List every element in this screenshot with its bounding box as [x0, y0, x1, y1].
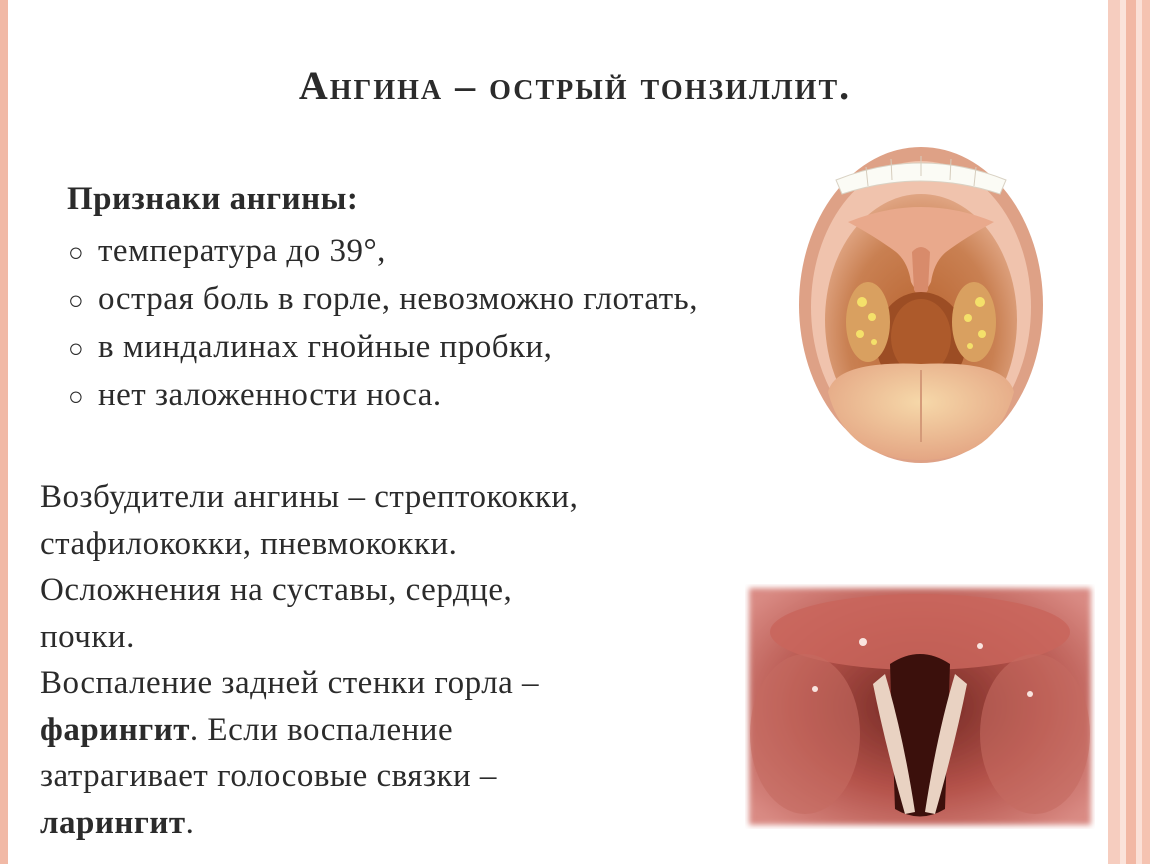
- sign-text: острая боль в горле, невозможно глотать,: [98, 281, 698, 317]
- list-item: [68, 276, 748, 324]
- sign-text: в миндалинах гнойные пробки,: [98, 329, 553, 365]
- body-line: Осложнения на суставы, сердце,: [40, 572, 513, 608]
- list-item: [68, 372, 748, 420]
- body-line: [40, 800, 760, 847]
- list-item: [68, 228, 748, 276]
- body-line: Воспаление задней стенки горла –: [40, 665, 540, 701]
- sign-text: нет заложенности носа.: [98, 377, 442, 413]
- body-line: почки.: [40, 618, 135, 655]
- body-line: затрагивает голосовые связки –: [40, 758, 497, 794]
- signs-list: [68, 228, 748, 420]
- bullet-icon: ○: [68, 334, 85, 363]
- decorative-stripes: [1100, 0, 1150, 864]
- body-line: стафилококки, пневмококки.: [40, 525, 458, 562]
- laryngitis-term: ларингит: [40, 804, 186, 841]
- body-line: [40, 707, 760, 754]
- body-line: Возбудители ангины – стрептококки,: [40, 479, 579, 515]
- body-fragment: . Если воспаление: [189, 711, 454, 748]
- slide-title: Ангина – острый тонзиллит.: [298, 63, 852, 108]
- pharyngitis-term: фарингит: [40, 711, 190, 748]
- bullet-icon: ○: [68, 382, 85, 411]
- sign-text: температура до 39°,: [98, 233, 386, 269]
- list-item: [68, 324, 748, 372]
- bullet-icon: ○: [68, 238, 85, 267]
- tonsillitis-illustration: [796, 142, 1046, 464]
- signs-heading: Признаки ангины:: [67, 181, 359, 217]
- body-fragment: .: [185, 804, 195, 841]
- bullet-icon: ○: [68, 286, 85, 315]
- body-text: [40, 474, 760, 846]
- laryngitis-photo: [745, 584, 1095, 829]
